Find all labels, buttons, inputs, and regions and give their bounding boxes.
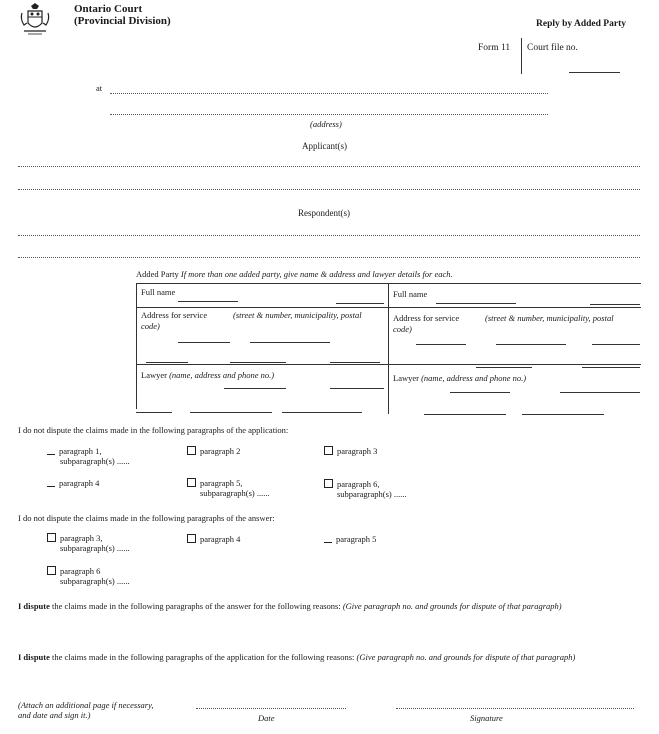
lawyer-field-right-1[interactable]	[450, 392, 510, 393]
court-file-box-border	[521, 38, 522, 74]
lawyer-field-left-1[interactable]	[224, 388, 286, 389]
checkbox[interactable]	[47, 566, 56, 575]
address-field-left-5[interactable]	[330, 362, 380, 363]
lawyer-label-left: Lawyer (name, address and phone no.)	[141, 370, 275, 380]
court-file-field[interactable]	[569, 72, 620, 73]
app-claim-2[interactable]: paragraph 2	[187, 446, 240, 456]
at-label: at	[96, 83, 103, 93]
checkbox[interactable]	[47, 533, 56, 542]
address-field-right-3[interactable]	[592, 344, 640, 345]
checkbox[interactable]	[47, 479, 55, 487]
signature-label: Signature	[470, 713, 503, 723]
court-file-label: Court file no.	[527, 43, 578, 53]
lawyer-field-left-3[interactable]	[136, 412, 172, 413]
respondent-line-2[interactable]	[18, 257, 640, 258]
added-party-instruction: If more than one added party, give name & address and lawyer details for each.	[180, 269, 453, 279]
lawyer-field-left-4[interactable]	[190, 412, 272, 413]
address-label-left: Address for service	[141, 310, 208, 320]
dispute-application-paragraph: I dispute the claims made in the following paragraphs of the application for the following reasons: (Give paragraph no. and grounds for dispute of that paragraph)	[18, 652, 576, 662]
address-field-left-3[interactable]	[146, 362, 188, 363]
address-label-right: Address for service	[393, 313, 460, 323]
date-label: Date	[258, 713, 275, 723]
address-caption: (address)	[310, 119, 342, 129]
address-hint-right: (street & number, municipality, postal code)	[393, 313, 614, 334]
full-name-label-right: Full name	[393, 289, 428, 299]
application-claims-intro: I do not dispute the claims made in the following paragraphs of the application:	[18, 425, 289, 435]
lawyer-field-right-3[interactable]	[424, 414, 506, 415]
added-party-heading	[136, 269, 453, 279]
checkbox[interactable]	[187, 478, 196, 487]
added-party-row-divider-2	[136, 364, 641, 365]
applicant-line-1[interactable]	[18, 166, 640, 167]
court-division: (Provincial Division)	[74, 15, 171, 27]
address-field-right-5[interactable]	[582, 367, 640, 368]
date-field[interactable]	[196, 708, 346, 709]
address-field-left-1[interactable]	[178, 342, 230, 343]
coat-of-arms-logo	[18, 3, 52, 39]
lawyer-field-right-4[interactable]	[522, 414, 604, 415]
app-claim-4[interactable]: paragraph 4	[47, 478, 99, 488]
lawyer-field-left-5[interactable]	[282, 412, 362, 413]
checkbox[interactable]	[324, 446, 333, 455]
signature-field[interactable]	[396, 708, 634, 709]
dispute-answer-paragraph: I dispute the claims made in the following paragraphs of the answer for the following reasons: (Give paragraph no. and grounds for dispute of that paragraph)	[18, 601, 562, 611]
checkbox[interactable]	[187, 446, 196, 455]
answer-claim-3[interactable]: paragraph 3, subparagraph(s) ......	[47, 533, 130, 553]
added-party-box-divider	[388, 283, 389, 414]
added-party-label: Added Party	[136, 269, 179, 279]
checkbox[interactable]	[324, 479, 333, 488]
court-name: Ontario Court	[74, 3, 143, 15]
full-name-label-left: Full name	[141, 287, 176, 297]
app-claim-5[interactable]: paragraph 5, subparagraph(s) ......	[187, 478, 270, 498]
court-address-line-2[interactable]	[110, 114, 548, 115]
form-title: Reply by Added Party	[536, 19, 626, 29]
answer-claim-4[interactable]: paragraph 4	[187, 534, 240, 544]
answer-claims-intro: I do not dispute the claims made in the following paragraphs of the answer:	[18, 513, 275, 523]
checkbox[interactable]	[187, 534, 196, 543]
lawyer-field-left-2[interactable]	[330, 388, 384, 389]
applicant-line-2[interactable]	[18, 189, 640, 190]
form-number: Form 11	[478, 43, 511, 53]
app-claim-1[interactable]: paragraph 1, subparagraph(s) ......	[47, 446, 130, 466]
app-claim-6[interactable]: paragraph 6, subparagraph(s) ......	[324, 479, 407, 499]
added-party-row-divider-1	[136, 307, 641, 308]
respondent-line-1[interactable]	[18, 235, 640, 236]
answer-claim-6[interactable]: paragraph 6 subparagraph(s) ......	[47, 566, 130, 586]
respondents-label: Respondent(s)	[298, 208, 350, 218]
checkbox[interactable]	[324, 535, 332, 543]
full-name-field-left[interactable]	[178, 301, 238, 302]
app-claim-3[interactable]: paragraph 3	[324, 446, 377, 456]
full-name-field-right[interactable]	[436, 303, 516, 304]
address-field-right-4[interactable]	[476, 367, 532, 368]
address-field-left-4[interactable]	[230, 362, 286, 363]
address-field-right-1[interactable]	[416, 344, 466, 345]
full-name-field-left-2[interactable]	[336, 303, 384, 304]
address-field-left-2[interactable]	[250, 342, 330, 343]
address-hint-left: (street & number, municipality, postal code)	[141, 310, 362, 331]
added-party-box-left	[136, 283, 137, 409]
full-name-field-right-2[interactable]	[590, 304, 640, 305]
checkbox[interactable]	[47, 447, 55, 455]
lawyer-field-right-2[interactable]	[560, 392, 640, 393]
court-address-line-1[interactable]	[110, 93, 548, 94]
address-field-right-2[interactable]	[496, 344, 566, 345]
answer-claim-5[interactable]: paragraph 5	[324, 534, 376, 544]
lawyer-label-right: Lawyer (name, address and phone no.)	[393, 373, 527, 383]
attach-note: (Attach an additional page if necessary, and date and sign it.)	[18, 700, 154, 720]
applicants-label: Applicant(s)	[302, 141, 347, 151]
